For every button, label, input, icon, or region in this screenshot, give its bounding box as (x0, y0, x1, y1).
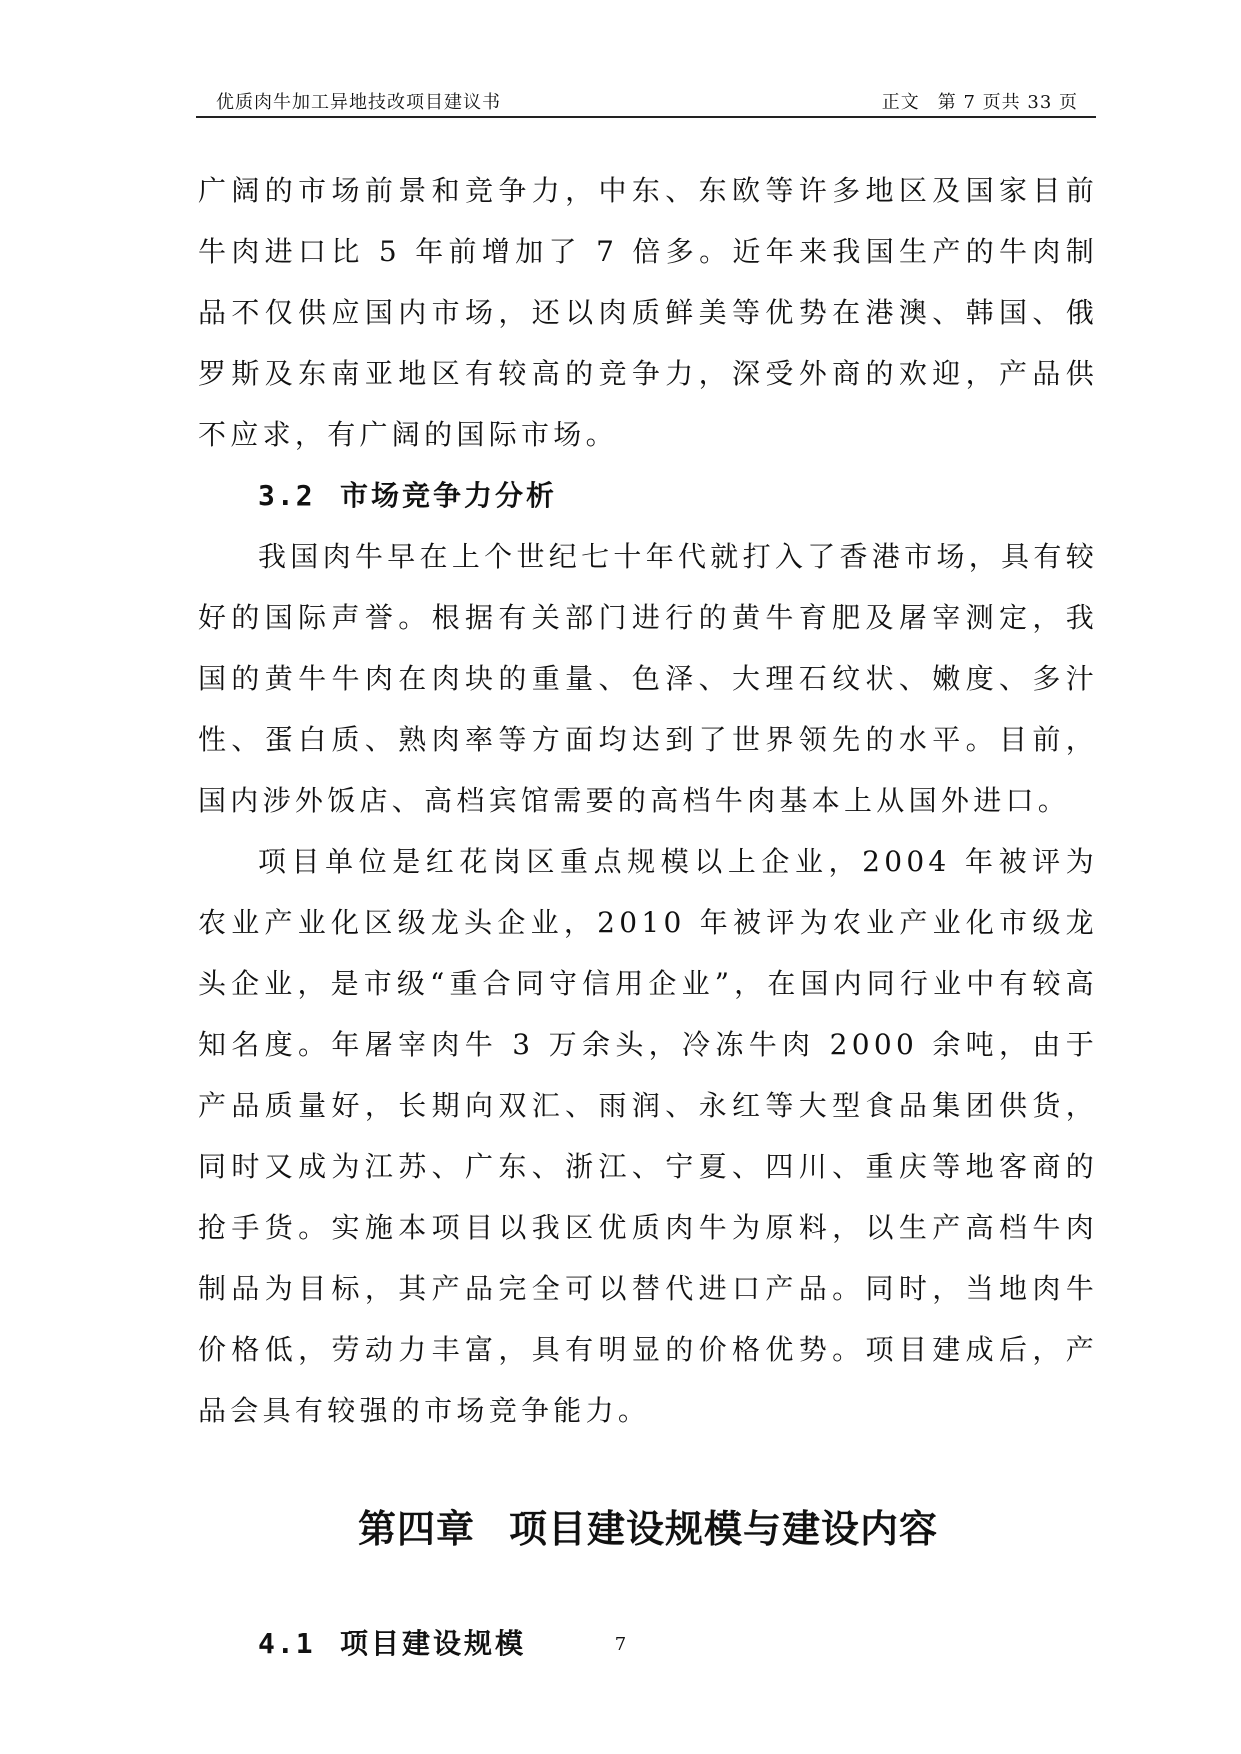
section-number: 4.1 (258, 1627, 315, 1660)
section-heading-3-2 (198, 465, 1098, 526)
header-page-info (864, 88, 1078, 114)
header-page-count: 第 7 页共 33 页 (937, 92, 1078, 113)
paragraph-project-unit: 项目单位是红花岗区重点规模以上企业，2004 年被评为农业产业化区级龙头企业，2010 年被评为农业产业化市级龙头企业，是市级“重合同守信用企业”，在国内同行业中有较高知名度。年屠宰肉牛 3 万余头，冷冻牛肉 2000 余吨，由于产品质量好，长期向双汇、雨润、永红等大型食品集团供货，同时又成为江苏、广东、浙江、宁夏、四川、重庆等地客商的抢手货。实施本项目以我区优质肉牛为原料，以生产高档牛肉制品为目标，其产品完全可以替代进口产品。同时，当地肉牛价格低，劳动力丰富，具有明显的价格优势。项目建成后，产品会具有较强的市场竞争能力。 (198, 845, 1098, 1427)
page-number: 7 (614, 1634, 627, 1655)
page-header (196, 84, 1096, 118)
paragraph-market-outlook: 广阔的市场前景和竞争力，中东、东欧等许多地区及国家目前牛肉进口比 5 年前增加了 7 倍多。近年来我国生产的牛肉制品不仅供应国内市场，还以肉质鲜美等优势在港澳、韩国、俄罗斯及东南亚地区有较高的竞争力，深受外商的欢迎，产品供不应求，有广阔的国际市场。 (198, 174, 1098, 451)
document-title: 优质肉牛加工异地技改项目建议书 (216, 92, 501, 113)
chapter-heading (198, 1441, 1098, 1569)
section-title-text: 项目建设规模 (340, 1627, 527, 1660)
chapter-label: 第四章 (357, 1507, 475, 1551)
section-heading-4-1 (198, 1569, 1098, 1674)
chapter-title-text: 项目建设规模与建设内容 (509, 1507, 939, 1551)
section-title-text: 市场竞争力分析 (340, 479, 558, 512)
section-number: 3.2 (258, 479, 315, 512)
page-body (198, 160, 1098, 1674)
header-section-label: 正文 (881, 92, 920, 113)
paragraph-international-reputation: 我国肉牛早在上个世纪七十年代就打入了香港市场，具有较好的国际声誉。根据有关部门进行的黄牛育肥及屠宰测定，我国的黄牛牛肉在肉块的重量、色泽、大理石纹状、嫩度、多汁性、蛋白质、熟肉率等方面均达到了世界领先的水平。目前，国内涉外饭店、高档宾馆需要的高档牛肉基本上从国外进口。 (198, 540, 1098, 817)
